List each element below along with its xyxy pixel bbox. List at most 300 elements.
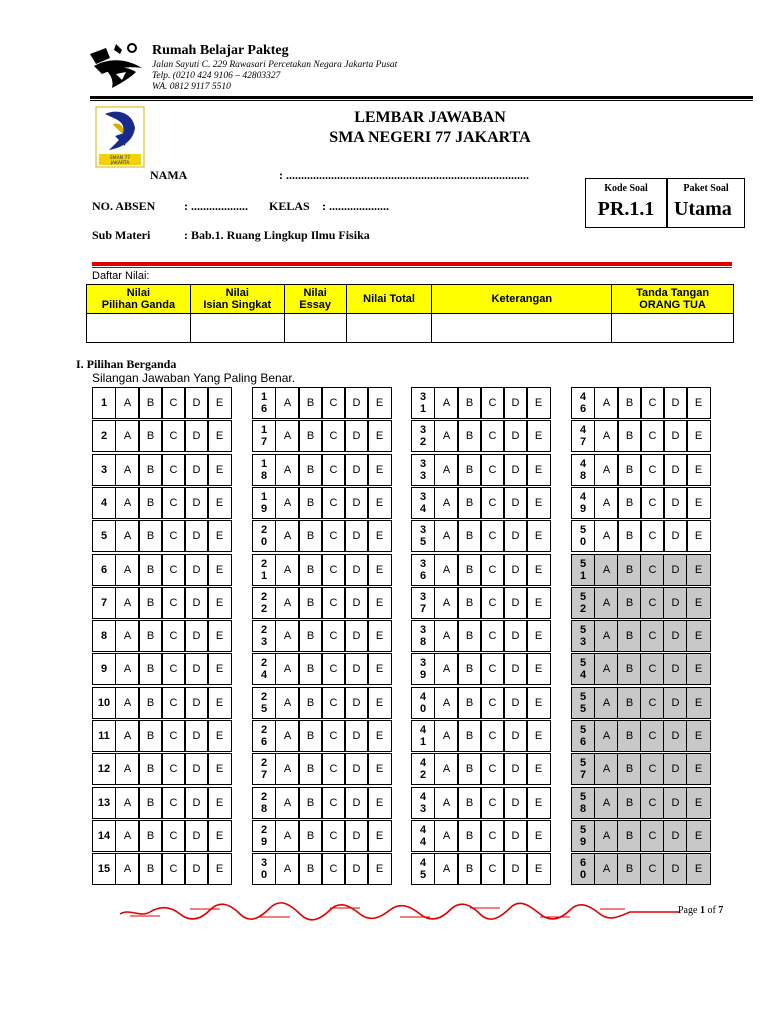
answer-option-b[interactable]: B [617, 687, 642, 719]
answer-option-a[interactable]: A [115, 454, 140, 486]
answer-option-a[interactable]: A [275, 753, 300, 785]
answer-option-d[interactable]: D [344, 720, 369, 752]
answer-option-e[interactable]: E [207, 520, 232, 552]
answer-option-a[interactable]: A [594, 554, 619, 586]
answer-option-b[interactable]: B [617, 387, 642, 419]
answer-option-b[interactable]: B [457, 853, 482, 885]
answer-option-e[interactable]: E [207, 653, 232, 685]
answer-option-b[interactable]: B [138, 787, 163, 819]
answer-option-e[interactable]: E [367, 687, 392, 719]
answer-option-e[interactable]: E [686, 620, 711, 652]
score-cell[interactable] [87, 314, 191, 343]
answer-option-b[interactable]: B [298, 820, 323, 852]
answer-option-c[interactable]: C [640, 487, 665, 519]
answer-option-b[interactable]: B [138, 820, 163, 852]
answer-option-b[interactable]: B [298, 420, 323, 452]
answer-option-d[interactable]: D [184, 520, 209, 552]
answer-option-e[interactable]: E [686, 454, 711, 486]
score-cell[interactable] [190, 314, 284, 343]
answer-option-d[interactable]: D [663, 753, 688, 785]
answer-option-c[interactable]: C [480, 587, 505, 619]
answer-option-b[interactable]: B [617, 454, 642, 486]
answer-option-e[interactable]: E [207, 387, 232, 419]
answer-option-b[interactable]: B [298, 587, 323, 619]
answer-option-c[interactable]: C [480, 687, 505, 719]
answer-option-a[interactable]: A [434, 520, 459, 552]
answer-option-c[interactable]: C [321, 720, 346, 752]
answer-option-e[interactable]: E [686, 753, 711, 785]
answer-option-d[interactable]: D [663, 720, 688, 752]
answer-option-c[interactable]: C [321, 620, 346, 652]
answer-option-e[interactable]: E [526, 587, 551, 619]
answer-option-b[interactable]: B [617, 554, 642, 586]
answer-option-c[interactable]: C [480, 554, 505, 586]
answer-option-c[interactable]: C [161, 753, 186, 785]
answer-option-c[interactable]: C [321, 587, 346, 619]
answer-option-c[interactable]: C [640, 820, 665, 852]
answer-option-b[interactable]: B [138, 720, 163, 752]
answer-option-d[interactable]: D [663, 687, 688, 719]
answer-option-b[interactable]: B [617, 787, 642, 819]
answer-option-a[interactable]: A [434, 554, 459, 586]
answer-option-b[interactable]: B [457, 687, 482, 719]
answer-option-e[interactable]: E [207, 487, 232, 519]
answer-option-a[interactable]: A [115, 420, 140, 452]
answer-option-c[interactable]: C [321, 853, 346, 885]
answer-option-c[interactable]: C [161, 520, 186, 552]
answer-option-e[interactable]: E [207, 687, 232, 719]
answer-option-e[interactable]: E [526, 753, 551, 785]
answer-option-a[interactable]: A [434, 653, 459, 685]
answer-option-a[interactable]: A [275, 620, 300, 652]
answer-option-a[interactable]: A [594, 487, 619, 519]
answer-option-c[interactable]: C [640, 853, 665, 885]
answer-option-e[interactable]: E [686, 853, 711, 885]
answer-option-d[interactable]: D [344, 420, 369, 452]
answer-option-b[interactable]: B [138, 387, 163, 419]
answer-option-d[interactable]: D [184, 820, 209, 852]
answer-option-e[interactable]: E [686, 720, 711, 752]
answer-option-e[interactable]: E [526, 520, 551, 552]
answer-option-c[interactable]: C [161, 620, 186, 652]
answer-option-e[interactable]: E [207, 820, 232, 852]
answer-option-d[interactable]: D [344, 520, 369, 552]
answer-option-d[interactable]: D [184, 720, 209, 752]
answer-option-e[interactable]: E [686, 820, 711, 852]
kelas-field[interactable]: : .................... [322, 199, 389, 213]
answer-option-a[interactable]: A [275, 787, 300, 819]
answer-option-b[interactable]: B [298, 620, 323, 652]
answer-option-a[interactable]: A [594, 653, 619, 685]
answer-option-a[interactable]: A [275, 720, 300, 752]
answer-option-c[interactable]: C [640, 387, 665, 419]
answer-option-e[interactable]: E [207, 454, 232, 486]
answer-option-b[interactable]: B [298, 787, 323, 819]
answer-option-c[interactable]: C [480, 420, 505, 452]
answer-option-a[interactable]: A [115, 620, 140, 652]
answer-option-c[interactable]: C [480, 853, 505, 885]
answer-option-a[interactable]: A [594, 420, 619, 452]
answer-option-c[interactable]: C [640, 554, 665, 586]
answer-option-a[interactable]: A [115, 520, 140, 552]
answer-option-d[interactable]: D [344, 554, 369, 586]
answer-option-a[interactable]: A [434, 720, 459, 752]
answer-option-b[interactable]: B [617, 753, 642, 785]
answer-option-d[interactable]: D [344, 787, 369, 819]
answer-option-b[interactable]: B [457, 720, 482, 752]
answer-option-c[interactable]: C [321, 387, 346, 419]
answer-option-c[interactable]: C [321, 520, 346, 552]
answer-option-d[interactable]: D [344, 587, 369, 619]
answer-option-b[interactable]: B [457, 387, 482, 419]
answer-option-b[interactable]: B [617, 853, 642, 885]
answer-option-e[interactable]: E [686, 653, 711, 685]
answer-option-a[interactable]: A [594, 620, 619, 652]
answer-option-e[interactable]: E [526, 787, 551, 819]
answer-option-b[interactable]: B [298, 387, 323, 419]
answer-option-a[interactable]: A [594, 587, 619, 619]
answer-option-e[interactable]: E [367, 653, 392, 685]
answer-option-e[interactable]: E [367, 720, 392, 752]
answer-option-d[interactable]: D [184, 454, 209, 486]
answer-option-c[interactable]: C [161, 787, 186, 819]
answer-option-e[interactable]: E [526, 853, 551, 885]
answer-option-b[interactable]: B [298, 554, 323, 586]
answer-option-a[interactable]: A [434, 420, 459, 452]
answer-option-e[interactable]: E [207, 420, 232, 452]
answer-option-b[interactable]: B [457, 587, 482, 619]
answer-option-c[interactable]: C [321, 787, 346, 819]
answer-option-d[interactable]: D [184, 554, 209, 586]
answer-option-b[interactable]: B [298, 520, 323, 552]
answer-option-c[interactable]: C [321, 554, 346, 586]
answer-option-d[interactable]: D [344, 387, 369, 419]
answer-option-d[interactable]: D [344, 620, 369, 652]
answer-option-d[interactable]: D [663, 620, 688, 652]
answer-option-b[interactable]: B [617, 720, 642, 752]
answer-option-e[interactable]: E [367, 853, 392, 885]
answer-option-e[interactable]: E [686, 420, 711, 452]
answer-option-a[interactable]: A [115, 753, 140, 785]
answer-option-a[interactable]: A [434, 487, 459, 519]
answer-option-d[interactable]: D [663, 653, 688, 685]
answer-option-c[interactable]: C [480, 520, 505, 552]
answer-option-e[interactable]: E [686, 487, 711, 519]
answer-option-c[interactable]: C [480, 487, 505, 519]
answer-option-e[interactable]: E [367, 387, 392, 419]
answer-option-d[interactable]: D [663, 387, 688, 419]
answer-option-b[interactable]: B [138, 454, 163, 486]
answer-option-c[interactable]: C [321, 420, 346, 452]
answer-option-d[interactable]: D [663, 554, 688, 586]
answer-option-b[interactable]: B [298, 687, 323, 719]
answer-option-d[interactable]: D [503, 687, 528, 719]
answer-option-e[interactable]: E [526, 687, 551, 719]
answer-option-c[interactable]: C [480, 454, 505, 486]
answer-option-c[interactable]: C [640, 420, 665, 452]
answer-option-d[interactable]: D [503, 653, 528, 685]
answer-option-d[interactable]: D [503, 454, 528, 486]
answer-option-b[interactable]: B [138, 853, 163, 885]
answer-option-c[interactable]: C [640, 620, 665, 652]
answer-option-c[interactable]: C [161, 587, 186, 619]
answer-option-d[interactable]: D [344, 487, 369, 519]
answer-option-d[interactable]: D [184, 853, 209, 885]
answer-option-b[interactable]: B [298, 753, 323, 785]
answer-option-b[interactable]: B [138, 554, 163, 586]
answer-option-a[interactable]: A [275, 554, 300, 586]
answer-option-e[interactable]: E [207, 720, 232, 752]
answer-option-a[interactable]: A [275, 520, 300, 552]
answer-option-c[interactable]: C [640, 687, 665, 719]
answer-option-d[interactable]: D [503, 387, 528, 419]
answer-option-c[interactable]: C [321, 653, 346, 685]
answer-option-a[interactable]: A [594, 387, 619, 419]
answer-option-a[interactable]: A [594, 787, 619, 819]
answer-option-e[interactable]: E [686, 787, 711, 819]
answer-option-a[interactable]: A [434, 820, 459, 852]
answer-option-e[interactable]: E [367, 753, 392, 785]
answer-option-a[interactable]: A [594, 753, 619, 785]
answer-option-b[interactable]: B [298, 720, 323, 752]
answer-option-d[interactable]: D [184, 653, 209, 685]
answer-option-b[interactable]: B [617, 653, 642, 685]
answer-option-c[interactable]: C [321, 454, 346, 486]
answer-option-d[interactable]: D [663, 454, 688, 486]
answer-option-e[interactable]: E [367, 554, 392, 586]
answer-option-c[interactable]: C [161, 554, 186, 586]
answer-option-b[interactable]: B [457, 653, 482, 685]
answer-option-e[interactable]: E [686, 520, 711, 552]
answer-option-d[interactable]: D [663, 520, 688, 552]
answer-option-b[interactable]: B [457, 753, 482, 785]
answer-option-a[interactable]: A [434, 454, 459, 486]
answer-option-c[interactable]: C [161, 653, 186, 685]
answer-option-e[interactable]: E [686, 587, 711, 619]
answer-option-d[interactable]: D [184, 587, 209, 619]
answer-option-e[interactable]: E [526, 487, 551, 519]
answer-option-d[interactable]: D [663, 787, 688, 819]
answer-option-a[interactable]: A [115, 587, 140, 619]
answer-option-c[interactable]: C [480, 620, 505, 652]
answer-option-e[interactable]: E [207, 554, 232, 586]
answer-option-a[interactable]: A [275, 853, 300, 885]
answer-option-b[interactable]: B [457, 487, 482, 519]
answer-option-c[interactable]: C [640, 454, 665, 486]
answer-option-a[interactable]: A [275, 687, 300, 719]
answer-option-b[interactable]: B [298, 853, 323, 885]
answer-option-e[interactable]: E [526, 720, 551, 752]
answer-option-d[interactable]: D [503, 520, 528, 552]
answer-option-b[interactable]: B [138, 520, 163, 552]
answer-option-a[interactable]: A [115, 554, 140, 586]
answer-option-b[interactable]: B [138, 420, 163, 452]
answer-option-d[interactable]: D [503, 620, 528, 652]
score-cell[interactable] [284, 314, 346, 343]
answer-option-a[interactable]: A [115, 820, 140, 852]
answer-option-d[interactable]: D [503, 487, 528, 519]
answer-option-e[interactable]: E [526, 420, 551, 452]
answer-option-a[interactable]: A [434, 587, 459, 619]
answer-option-b[interactable]: B [617, 820, 642, 852]
answer-option-d[interactable]: D [184, 487, 209, 519]
answer-option-c[interactable]: C [480, 387, 505, 419]
answer-option-e[interactable]: E [526, 454, 551, 486]
answer-option-d[interactable]: D [503, 587, 528, 619]
answer-option-a[interactable]: A [594, 687, 619, 719]
answer-option-a[interactable]: A [115, 487, 140, 519]
answer-option-a[interactable]: A [594, 853, 619, 885]
answer-option-c[interactable]: C [321, 687, 346, 719]
answer-option-e[interactable]: E [367, 820, 392, 852]
answer-option-e[interactable]: E [367, 787, 392, 819]
answer-option-d[interactable]: D [344, 653, 369, 685]
signature-cell[interactable] [612, 314, 734, 343]
answer-option-c[interactable]: C [161, 420, 186, 452]
answer-option-e[interactable]: E [526, 387, 551, 419]
answer-option-d[interactable]: D [184, 687, 209, 719]
answer-option-c[interactable]: C [640, 753, 665, 785]
answer-option-e[interactable]: E [367, 520, 392, 552]
answer-option-a[interactable]: A [434, 753, 459, 785]
answer-option-c[interactable]: C [161, 853, 186, 885]
answer-option-a[interactable]: A [594, 454, 619, 486]
answer-option-c[interactable]: C [480, 753, 505, 785]
answer-option-b[interactable]: B [138, 653, 163, 685]
answer-option-a[interactable]: A [275, 653, 300, 685]
answer-option-e[interactable]: E [686, 554, 711, 586]
answer-option-b[interactable]: B [457, 620, 482, 652]
answer-option-c[interactable]: C [640, 720, 665, 752]
answer-option-b[interactable]: B [138, 620, 163, 652]
answer-option-b[interactable]: B [298, 454, 323, 486]
answer-option-e[interactable]: E [526, 820, 551, 852]
answer-option-d[interactable]: D [184, 753, 209, 785]
answer-option-a[interactable]: A [275, 420, 300, 452]
answer-option-d[interactable]: D [503, 420, 528, 452]
answer-option-d[interactable]: D [503, 720, 528, 752]
answer-option-b[interactable]: B [457, 787, 482, 819]
answer-option-d[interactable]: D [344, 687, 369, 719]
answer-option-d[interactable]: D [184, 620, 209, 652]
answer-option-b[interactable]: B [457, 554, 482, 586]
answer-option-c[interactable]: C [161, 487, 186, 519]
answer-option-a[interactable]: A [115, 787, 140, 819]
answer-option-d[interactable]: D [184, 787, 209, 819]
answer-option-d[interactable]: D [503, 554, 528, 586]
answer-option-d[interactable]: D [344, 853, 369, 885]
answer-option-a[interactable]: A [434, 787, 459, 819]
answer-option-a[interactable]: A [115, 687, 140, 719]
answer-option-a[interactable]: A [275, 487, 300, 519]
answer-option-b[interactable]: B [298, 653, 323, 685]
answer-option-a[interactable]: A [275, 820, 300, 852]
answer-option-d[interactable]: D [503, 753, 528, 785]
answer-option-d[interactable]: D [344, 753, 369, 785]
answer-option-e[interactable]: E [526, 620, 551, 652]
answer-option-c[interactable]: C [161, 820, 186, 852]
answer-option-c[interactable]: C [161, 687, 186, 719]
answer-option-e[interactable]: E [526, 653, 551, 685]
answer-option-c[interactable]: C [321, 487, 346, 519]
answer-option-e[interactable]: E [207, 787, 232, 819]
answer-option-e[interactable]: E [686, 387, 711, 419]
answer-option-a[interactable]: A [115, 853, 140, 885]
answer-option-b[interactable]: B [617, 520, 642, 552]
answer-option-b[interactable]: B [617, 620, 642, 652]
answer-option-e[interactable]: E [526, 554, 551, 586]
answer-option-c[interactable]: C [161, 387, 186, 419]
answer-option-e[interactable]: E [207, 853, 232, 885]
answer-option-c[interactable]: C [640, 787, 665, 819]
answer-option-e[interactable]: E [367, 620, 392, 652]
answer-option-a[interactable]: A [275, 454, 300, 486]
answer-option-d[interactable]: D [503, 787, 528, 819]
score-cell[interactable] [432, 314, 612, 343]
answer-option-c[interactable]: C [161, 720, 186, 752]
answer-option-d[interactable]: D [663, 853, 688, 885]
answer-option-b[interactable]: B [138, 587, 163, 619]
nama-field[interactable]: : ................................................................................. [279, 168, 529, 182]
answer-option-c[interactable]: C [480, 787, 505, 819]
answer-option-a[interactable]: A [115, 720, 140, 752]
answer-option-e[interactable]: E [367, 587, 392, 619]
answer-option-a[interactable]: A [594, 720, 619, 752]
answer-option-e[interactable]: E [207, 620, 232, 652]
answer-option-b[interactable]: B [617, 487, 642, 519]
answer-option-e[interactable]: E [207, 587, 232, 619]
answer-option-d[interactable]: D [663, 487, 688, 519]
answer-option-d[interactable]: D [503, 853, 528, 885]
answer-option-c[interactable]: C [640, 520, 665, 552]
answer-option-a[interactable]: A [434, 620, 459, 652]
answer-option-a[interactable]: A [275, 587, 300, 619]
answer-option-b[interactable]: B [138, 753, 163, 785]
answer-option-b[interactable]: B [138, 487, 163, 519]
answer-option-a[interactable]: A [115, 653, 140, 685]
answer-option-d[interactable]: D [344, 820, 369, 852]
answer-option-a[interactable]: A [434, 853, 459, 885]
answer-option-e[interactable]: E [367, 454, 392, 486]
answer-option-c[interactable]: C [640, 653, 665, 685]
answer-option-e[interactable]: E [367, 420, 392, 452]
answer-option-e[interactable]: E [367, 487, 392, 519]
answer-option-b[interactable]: B [298, 487, 323, 519]
answer-option-a[interactable]: A [594, 520, 619, 552]
absen-field[interactable]: : ................... [184, 199, 248, 213]
answer-option-b[interactable]: B [457, 820, 482, 852]
answer-option-b[interactable]: B [457, 454, 482, 486]
answer-option-a[interactable]: A [275, 387, 300, 419]
answer-option-d[interactable]: D [503, 820, 528, 852]
answer-option-b[interactable]: B [457, 520, 482, 552]
answer-option-b[interactable]: B [617, 587, 642, 619]
answer-option-e[interactable]: E [207, 753, 232, 785]
answer-option-d[interactable]: D [184, 387, 209, 419]
answer-option-c[interactable]: C [640, 587, 665, 619]
answer-option-b[interactable]: B [617, 420, 642, 452]
answer-option-c[interactable]: C [480, 720, 505, 752]
answer-option-c[interactable]: C [321, 753, 346, 785]
answer-option-d[interactable]: D [344, 454, 369, 486]
answer-option-d[interactable]: D [663, 420, 688, 452]
answer-option-a[interactable]: A [115, 387, 140, 419]
score-cell[interactable] [346, 314, 432, 343]
answer-option-c[interactable]: C [480, 653, 505, 685]
answer-option-a[interactable]: A [434, 687, 459, 719]
answer-option-d[interactable]: D [663, 820, 688, 852]
answer-option-d[interactable]: D [663, 587, 688, 619]
